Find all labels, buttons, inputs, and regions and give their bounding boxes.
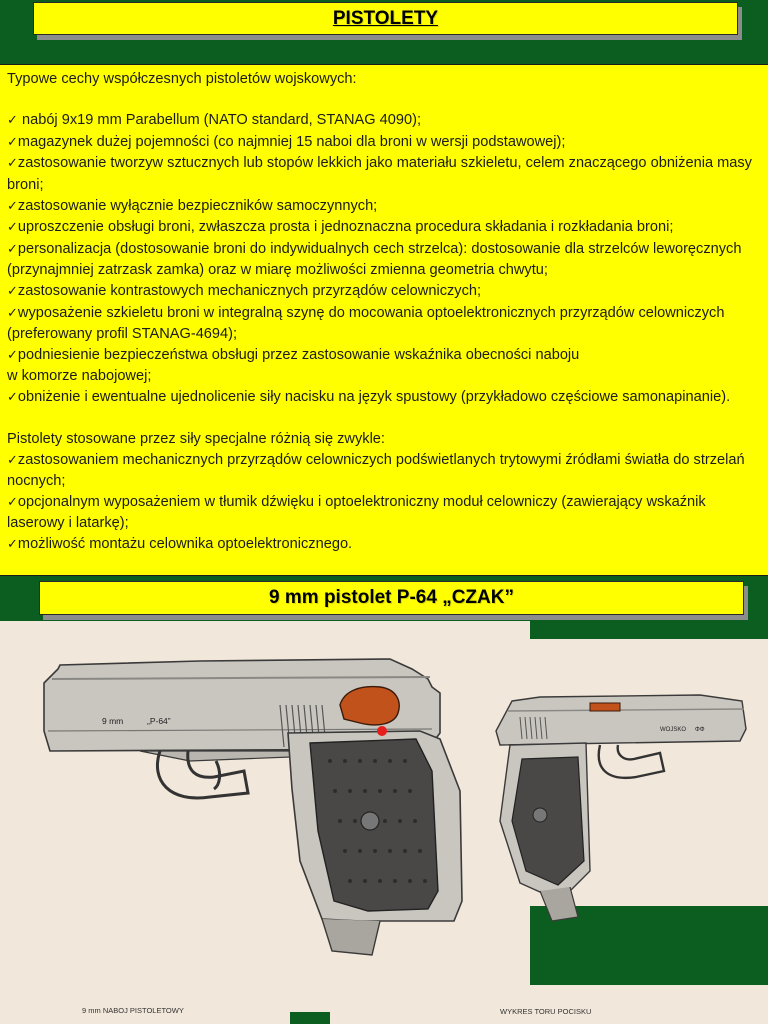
pistol-small-illustration [496,695,746,921]
check-mark-icon: ✓ [7,113,18,129]
special-item [7,492,762,534]
check-mark-icon: ✓ [7,220,18,236]
check-mark-icon: ✓ [7,389,18,405]
gun-marking: 9 mm [102,716,124,726]
feature-item [7,217,762,239]
check-mark-icon: ✓ [7,305,18,321]
gun-marking: „P-64” [147,716,171,726]
feature-text: magazynek dużej pojemności (co najmniej 15 naboi dla broni w wersji podstawowej); [17,133,566,150]
feature-item [7,281,762,303]
check-mark-icon: ✓ [7,452,18,468]
check-mark-icon: ✓ [7,134,18,150]
gun-marking: ΦΦ [695,727,705,733]
pistol-illustration [0,621,768,1024]
feature-item [7,387,762,409]
slide-title: PISTOLETY [332,8,439,29]
feature-text: podniesienie bezpieczeństwa obsługi przez zastosowanie wskaźnika obecności naboju [17,346,580,363]
feature-text: wyposażenie szkieletu broni w integralną szynę do mocowania optoelektronicznych przyrządów celowniczych (preferowany profil STANAG-4694); [7,304,725,343]
feature-text: nabój 9x19 mm Parabellum (NATO standard, STANAG 4090); [21,112,422,129]
special-text: opcjonalnym wyposażeniem w tłumik dźwięku i optoelektroniczny moduł celowniczy (zawierający wskaźnik laserowy i latarkę); [7,493,706,532]
feature-item [7,153,762,195]
special-text: zastosowaniem mechanicznych przyrządów celowniczych podświetlanych trytowymi źródłami światła do strzelań nocnych; [7,451,745,490]
pistol-large-illustration [44,659,462,955]
intro-line: Typowe cechy współczesnych pistoletów wojskowych: [7,71,357,87]
features-text-box [0,64,768,576]
section-title: 9 mm pistolet P-64 „CZAK” [269,587,514,608]
feature-text: zastosowanie kontrastowych mechanicznych przyrządów celowniczych; [17,282,482,299]
check-mark-icon: ✓ [7,537,18,553]
section-title-bar [39,581,744,615]
check-mark-icon: ✓ [7,347,18,363]
figure-caption-left: 9 mm NABOJ PISTOLETOWY [82,1006,184,1015]
feature-item-continuation: w komorze nabojowej; [7,368,152,385]
special-text: możliwość montażu celownika optoelektronicznego. [17,536,353,553]
check-mark-icon: ✓ [7,283,18,299]
check-mark-icon: ✓ [7,156,18,172]
feature-item [7,239,762,281]
feature-item [7,345,762,367]
feature-text: uproszczenie obsługi broni, zwłaszcza prosta i jednoznaczna procedura składania i rozkładania broni; [17,219,674,236]
feature-item [7,196,762,218]
check-mark-icon: ✓ [7,198,18,214]
check-mark-icon: ✓ [7,241,18,257]
feature-text: zastosowanie tworzyw sztucznych lub stopów lekkich jako materiału szkieletu, celem znaczącego obniżenia masy broni; [7,155,752,193]
feature-item [7,110,762,132]
special-item [7,450,762,492]
gun-marking: WOJSKO [660,727,687,733]
feature-item [7,303,762,345]
check-mark-icon: ✓ [7,494,18,510]
figure-caption-right: WYKRES TORU POCISKU [500,1007,592,1016]
special-item [7,534,762,556]
feature-item [7,132,762,154]
slide-title-bar [33,2,738,35]
feature-text: zastosowanie wyłącznie bezpieczników samoczynnych; [17,197,378,214]
feature-text: obniżenie i ewentualne ujednolicenie siły nacisku na język spustowy (przykładowo częściowe samonapinanie). [17,388,731,405]
feature-text: personalizacja (dostosowanie broni do indywidualnych cech strzelca): dostosowanie dla strzelców leworęcznych (przynajmniej zatrzask zamka) oraz w miarę możliwości zmienna geometria chwytu; [7,240,742,279]
special-intro-line: Pistolety stosowane przez siły specjalne różnią się zwykle: [7,431,385,448]
